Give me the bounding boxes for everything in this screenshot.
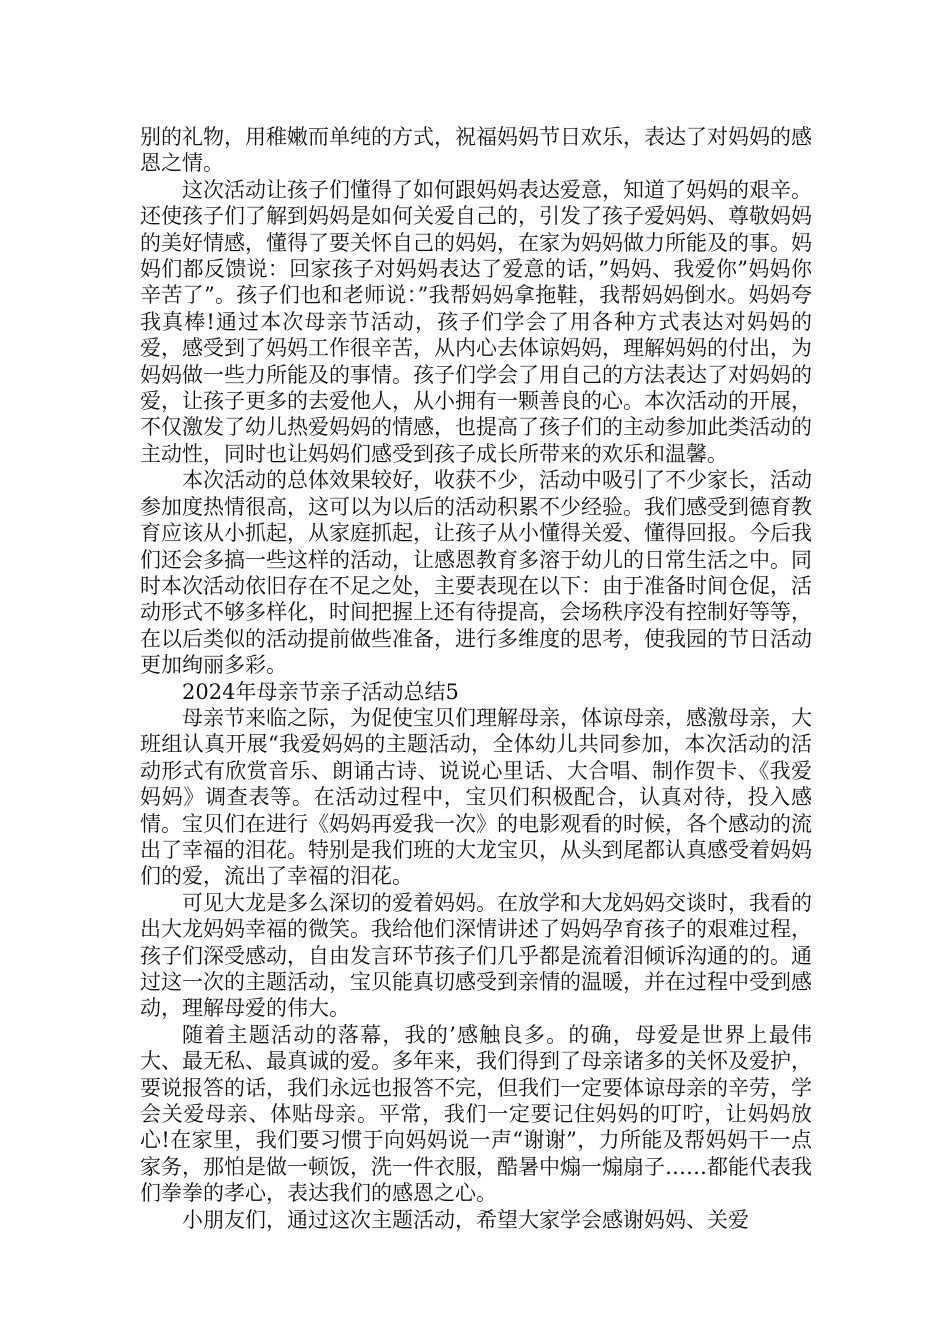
paragraph-6: 随着主题活动的落幕，我的’感触良多。的确，母爱是世界上最伟大、最无私、最真诚的爱。多年来，我们得到了母亲诸多的关怀及爱护，要说报答的话，我们永远也报答不完，但我们一定要体谅母亲的辛劳，学会关爱母亲、体贴母亲。平常，我们一定要记住妈妈的叮咛，让妈妈放心!在家里，我们要习惯于向妈妈说一声“谢谢”，力所能及帮妈妈干一点家务，那怕是做一顿饭，洗一件衣服，酷暑中煽一煽扇子……都能代表我们拳拳的孝心，表达我们的感恩之心。	[140, 1022, 812, 1206]
paragraph-4: 母亲节来临之际，为促使宝贝们理解母亲，体谅母亲，感激母亲，大班组认真开展“我爱妈妈的主题活动，全体幼儿共同参加，本次活动的活动形式有欣赏音乐、朗诵古诗、说说心里话、大合唱、制作贺卡、《我爱妈妈》调查表等。在活动过程中，宝贝们积极配合，认真对待，投入感情。宝贝们在进行《妈妈再爱我一次》的电影观看的时候，各个感动的流出了幸福的泪花。特别是我们班的大龙宝贝，从头到尾都认真感受着妈妈们的爱，流出了幸福的泪花。	[140, 705, 812, 889]
section-heading: 2024年母亲节亲子活动总结5	[182, 679, 459, 704]
paragraph-2: 这次活动让孩子们懂得了如何跟妈妈表达爱意，知道了妈妈的艰辛。还使孩子们了解到妈妈是如何关爱自己的，引发了孩子爱妈妈、尊敬妈妈的美好情感，懂得了要关怀自己的妈妈，在家为妈妈做力所能及的事。妈妈们都反馈说：回家孩子对妈妈表达了爱意的话，”妈妈、我爱你”妈妈你辛苦了”。孩子们也和老师说：”我帮妈妈拿拖鞋，我帮妈妈倒水。妈妈夸我真棒!通过本次母亲节活动，孩子们学会了用各种方式表达对妈妈的爱，感受到了妈妈工作很辛苦，从内心去体谅妈妈，理解妈妈的付出，为妈妈做一些力所能及的事情。孩子们学会了用自己的方法表达了对妈妈的爱，让孩子更多的去爱他人，从小拥有一颗善良的心。本次活动的开展，不仅激发了幼儿热爱妈妈的情感，也提高了孩子们的主动参加此类活动的主动性，同时也让妈妈们感受到孩子成长所带来的欢乐和温馨。	[140, 177, 812, 466]
paragraph-1: 别的礼物，用稚嫩而单纯的方式，祝福妈妈节日欢乐，表达了对妈妈的感恩之情。	[140, 125, 812, 176]
document-body	[140, 124, 812, 1233]
paragraph-5: 可见大龙是多么深切的爱着妈妈。在放学和大龙妈妈交谈时，我看的出大龙妈妈幸福的微笑。我给他们深情讲述了妈妈孕育孩子的艰难过程，孩子们深受感动，自由发言环节孩子们几乎都是流着泪倾诉沟通的的。通过这一次的主题活动，宝贝能真切感受到亲情的温暖，并在过程中受到感动，理解母爱的伟大。	[140, 890, 812, 1021]
paragraph-7: 小朋友们，通过这次主题活动，希望大家学会感谢妈妈、关爱	[182, 1207, 749, 1232]
paragraph-3: 本次活动的总体效果较好，收获不少，活动中吸引了不少家长，活动参加度热情很高，这可以为以后的活动积累不少经验。我们感受到德育教育应该从小抓起，从家庭抓起，让孩子从小懂得关爱、懂得回报。今后我们还会多搞一些这样的活动，让感恩教育多溶于幼儿的日常生活之中。同时本次活动依旧存在不足之处，主要表现在以下：由于准备时间仓促，活动形式不够多样化，时间把握上还有待提高，会场秩序没有控制好等等，在以后类似的活动提前做些准备，进行多维度的思考，使我园的节日活动更加绚丽多彩。	[140, 468, 812, 678]
